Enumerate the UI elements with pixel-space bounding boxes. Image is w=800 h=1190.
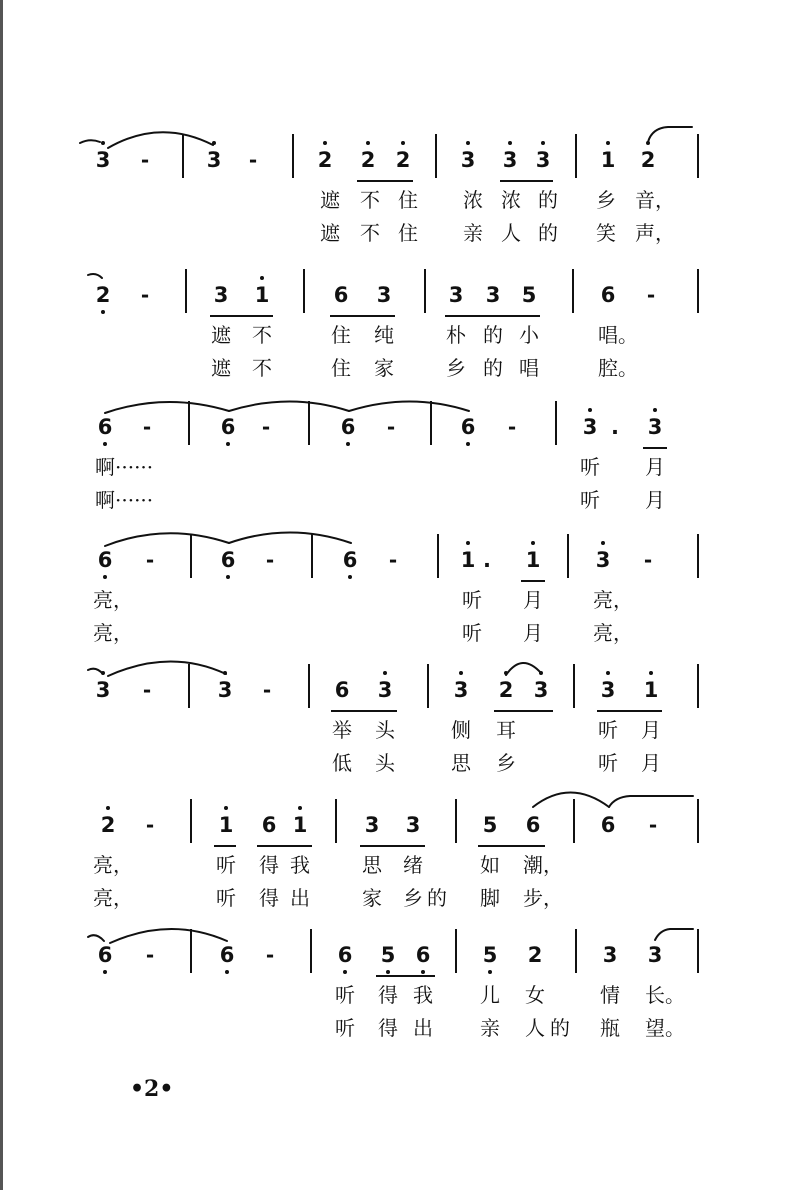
lyric-syllable: 小 <box>519 323 539 347</box>
lyric-syllable: 亮， <box>93 886 133 910</box>
note: 2 <box>527 943 543 967</box>
lyric-syllable: 的 <box>483 323 503 347</box>
lyric-syllable: 头 <box>375 751 395 775</box>
sustain-dash: - <box>265 943 275 967</box>
note: 3 <box>582 415 598 439</box>
note: 3 <box>376 283 392 307</box>
lyric-syllable: 瓶 <box>600 1016 620 1040</box>
lyric-syllable: 亲 <box>480 1016 500 1040</box>
lyric-syllable: 听 <box>580 488 600 512</box>
slur <box>88 669 103 674</box>
note: 2 <box>95 283 111 307</box>
lyric-syllable: 听 <box>335 983 355 1007</box>
lyric-syllable: 听 <box>335 1016 355 1040</box>
lyric-syllable: 的 <box>483 356 503 380</box>
lyric-syllable: 举 <box>332 718 352 742</box>
sustain-dash: - <box>142 678 152 702</box>
lyric-syllable: 女 <box>525 983 545 1007</box>
lyric-syllable: 月 <box>523 621 543 645</box>
note: 3 <box>595 548 611 572</box>
note: 1 <box>292 813 308 837</box>
note: 3 <box>485 283 501 307</box>
note: 1 <box>218 813 234 837</box>
note: 6 <box>261 813 277 837</box>
note: 3 <box>502 148 518 172</box>
lyric-syllable: 月 <box>645 488 665 512</box>
slur <box>506 663 541 675</box>
slur <box>229 533 351 544</box>
lyric-syllable: 脚 <box>480 886 500 910</box>
lyric-syllable: 听 <box>580 455 600 479</box>
note: 5 <box>521 283 537 307</box>
lyric-syllable: 笑 <box>596 221 616 245</box>
sustain-dash: - <box>265 548 275 572</box>
lyric-syllable: 纯 <box>374 323 394 347</box>
lyric-syllable: 家 <box>362 886 382 910</box>
lyric-syllable: 听 <box>462 621 482 645</box>
note: 3 <box>535 148 551 172</box>
note: 3 <box>217 678 233 702</box>
sustain-dash: - <box>646 283 656 307</box>
lyric-syllable: 腔。 <box>598 356 638 380</box>
lyric-syllable: 人 <box>501 221 521 245</box>
lyric-syllable: 亮， <box>93 588 133 612</box>
lyric-syllable: 耳 <box>496 718 516 742</box>
slur <box>88 935 104 941</box>
lyric-syllable: 遮 <box>211 323 231 347</box>
slur <box>349 402 469 412</box>
lyric-syllable: 啊······ <box>95 488 154 512</box>
sustain-dash: - <box>140 283 150 307</box>
note: 2 <box>360 148 376 172</box>
lyric-syllable: 思 <box>362 853 382 877</box>
lyric-syllable: 听 <box>598 751 618 775</box>
note: 6 <box>337 943 353 967</box>
lyric-syllable: 得 <box>259 886 279 910</box>
note: 6 <box>220 415 236 439</box>
slur <box>108 661 226 676</box>
note: 6 <box>97 548 113 572</box>
lyric-syllable: 亮， <box>593 621 633 645</box>
note: 6 <box>97 415 113 439</box>
sustain-dash: - <box>386 415 396 439</box>
sustain-dash: - <box>145 813 155 837</box>
slur <box>110 929 227 943</box>
note: 3 <box>460 148 476 172</box>
note: 6 <box>415 943 431 967</box>
lyric-syllable: 儿 <box>480 983 500 1007</box>
note: . <box>483 548 491 572</box>
note: . <box>611 415 619 439</box>
sustain-dash: - <box>262 678 272 702</box>
note: 6 <box>340 415 356 439</box>
lyric-syllable: 的 <box>538 221 558 245</box>
lyric-syllable: 我 <box>413 983 433 1007</box>
sustain-dash: - <box>648 813 658 837</box>
lyric-syllable: 的 <box>550 1016 570 1040</box>
note: 2 <box>317 148 333 172</box>
lyric-syllable: 听 <box>216 853 236 877</box>
lyric-syllable: 住 <box>331 356 351 380</box>
lyric-syllable: 月 <box>645 455 665 479</box>
page-number: •2• <box>130 1076 174 1102</box>
slur <box>105 533 229 546</box>
lyric-syllable: 啊······ <box>95 455 154 479</box>
slur <box>609 796 693 807</box>
lyric-syllable: 乡 <box>596 188 616 212</box>
lyric-syllable: 不 <box>252 323 272 347</box>
note: 1 <box>460 548 476 572</box>
sustain-dash: - <box>388 548 398 572</box>
note: 6 <box>525 813 541 837</box>
sustain-dash: - <box>142 415 152 439</box>
lyric-syllable: 住 <box>398 221 418 245</box>
sustain-dash: - <box>507 415 517 439</box>
note: 3 <box>377 678 393 702</box>
lyric-syllable: 乡 <box>496 751 516 775</box>
lyric-syllable: 乡 <box>403 886 423 910</box>
lyric-syllable: 思 <box>451 751 471 775</box>
sustain-dash: - <box>145 943 155 967</box>
note: 3 <box>647 943 663 967</box>
lyric-syllable: 月 <box>641 718 661 742</box>
lyric-syllable: 低 <box>332 751 352 775</box>
lyric-syllable: 乡 <box>446 356 466 380</box>
lyric-syllable: 听 <box>462 588 482 612</box>
note: 3 <box>600 678 616 702</box>
sustain-dash: - <box>261 415 271 439</box>
note: 6 <box>219 943 235 967</box>
note: 6 <box>460 415 476 439</box>
lyric-syllable: 听 <box>598 718 618 742</box>
note: 2 <box>640 148 656 172</box>
note: 2 <box>498 678 514 702</box>
sustain-dash: - <box>248 148 258 172</box>
note: 3 <box>95 148 111 172</box>
slur <box>88 274 102 278</box>
note: 3 <box>602 943 618 967</box>
lyric-syllable: 步， <box>523 886 563 910</box>
lyric-syllable: 不 <box>360 188 380 212</box>
lyric-syllable: 情 <box>600 983 620 1007</box>
lyric-syllable: 的 <box>427 886 447 910</box>
lyric-syllable: 潮， <box>523 853 563 877</box>
lyric-syllable: 亲 <box>463 221 483 245</box>
note: 6 <box>220 548 236 572</box>
lyric-syllable: 的 <box>538 188 558 212</box>
lyric-syllable: 住 <box>398 188 418 212</box>
lyric-syllable: 月 <box>523 588 543 612</box>
slur <box>533 793 609 808</box>
sustain-dash: - <box>140 148 150 172</box>
slur <box>105 402 229 413</box>
sustain-dash: - <box>643 548 653 572</box>
lyric-syllable: 听 <box>216 886 236 910</box>
lyric-syllable: 长。 <box>645 983 685 1007</box>
note: 3 <box>206 148 222 172</box>
lyric-syllable: 得 <box>378 983 398 1007</box>
note: 6 <box>333 283 349 307</box>
lyric-syllable: 不 <box>360 221 380 245</box>
lyric-syllable: 绪 <box>403 853 423 877</box>
note: 5 <box>482 943 498 967</box>
slur <box>229 402 349 412</box>
note: 3 <box>533 678 549 702</box>
lyric-syllable: 得 <box>378 1016 398 1040</box>
slur <box>655 929 693 940</box>
note: 5 <box>482 813 498 837</box>
lyric-syllable: 唱。 <box>598 323 638 347</box>
lyric-syllable: 得 <box>259 853 279 877</box>
note: 3 <box>364 813 380 837</box>
lyric-syllable: 遮 <box>320 188 340 212</box>
lyric-syllable: 亮， <box>93 853 133 877</box>
lyric-syllable: 家 <box>374 356 394 380</box>
lyric-syllable: 如 <box>480 853 500 877</box>
lyric-syllable: 遮 <box>320 221 340 245</box>
lyric-syllable: 出 <box>290 886 310 910</box>
lyric-syllable: 月 <box>641 751 661 775</box>
lyric-syllable: 住 <box>331 323 351 347</box>
note: 3 <box>647 415 663 439</box>
note: 1 <box>254 283 270 307</box>
note: 1 <box>525 548 541 572</box>
lyric-syllable: 我 <box>290 853 310 877</box>
note: 3 <box>448 283 464 307</box>
note: 3 <box>213 283 229 307</box>
note: 6 <box>342 548 358 572</box>
note: 3 <box>95 678 111 702</box>
note: 6 <box>97 943 113 967</box>
lyric-syllable: 侧 <box>451 718 471 742</box>
note: 3 <box>453 678 469 702</box>
note: 1 <box>643 678 659 702</box>
slur <box>108 132 213 148</box>
note: 6 <box>334 678 350 702</box>
lyric-syllable: 朴 <box>446 323 466 347</box>
lyric-syllable: 声， <box>635 221 675 245</box>
lyric-syllable: 不 <box>252 356 272 380</box>
slur <box>648 127 692 142</box>
sustain-dash: - <box>145 548 155 572</box>
note: 2 <box>395 148 411 172</box>
lyric-syllable: 头 <box>375 718 395 742</box>
lyric-syllable: 望。 <box>645 1016 685 1040</box>
lyric-syllable: 出 <box>413 1016 433 1040</box>
note: 1 <box>600 148 616 172</box>
lyric-syllable: 人 <box>525 1016 545 1040</box>
note: 6 <box>600 813 616 837</box>
note: 3 <box>405 813 421 837</box>
lyric-syllable: 浓 <box>501 188 521 212</box>
lyric-syllable: 浓 <box>463 188 483 212</box>
note: 5 <box>380 943 396 967</box>
note: 2 <box>100 813 116 837</box>
note: 6 <box>600 283 616 307</box>
lyric-syllable: 亮， <box>593 588 633 612</box>
lyric-syllable: 遮 <box>211 356 231 380</box>
slur <box>80 140 100 143</box>
lyric-syllable: 唱 <box>519 356 539 380</box>
lyric-syllable: 音， <box>635 188 675 212</box>
lyric-syllable: 亮， <box>93 621 133 645</box>
